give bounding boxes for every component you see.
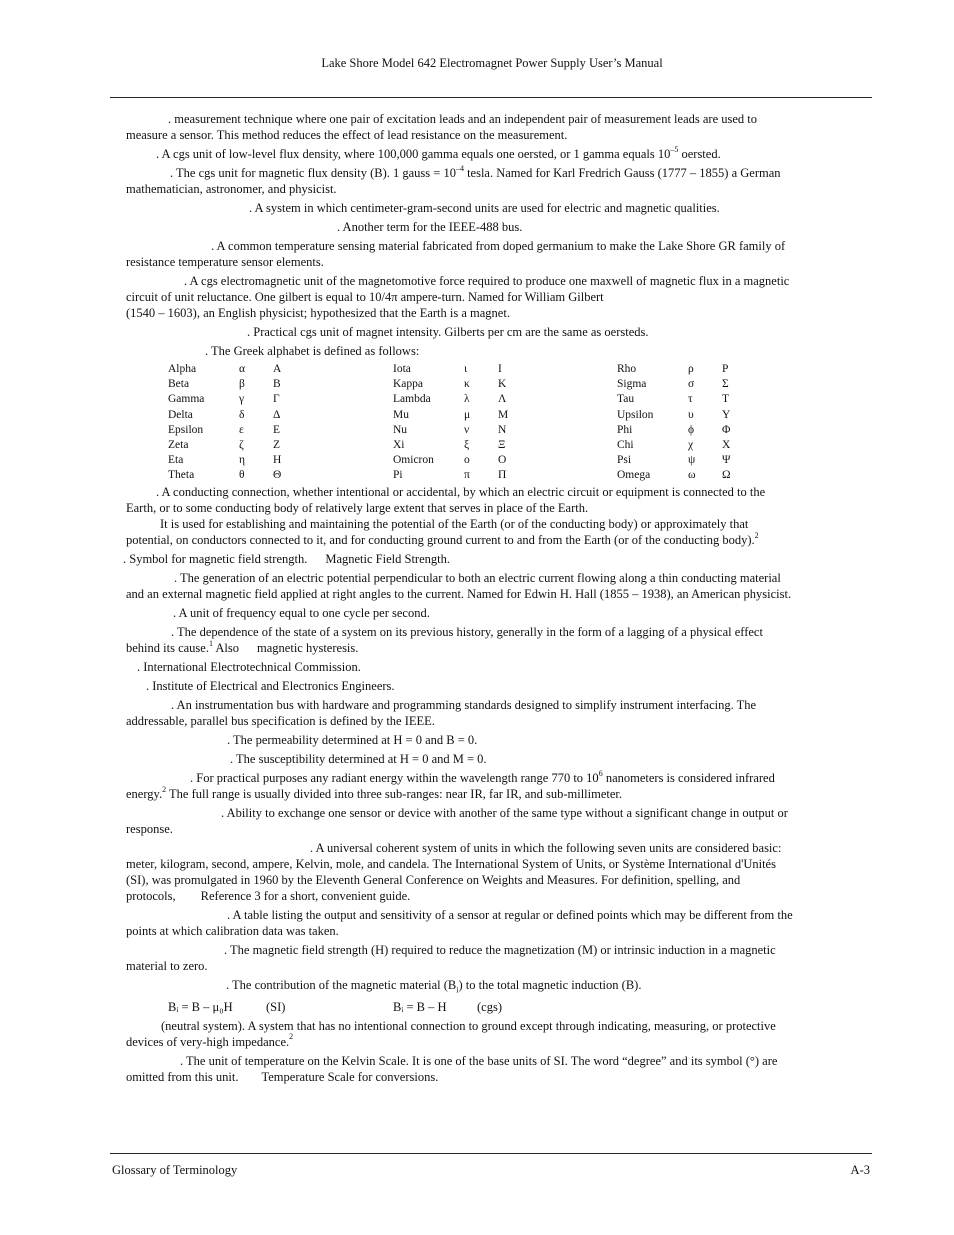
glossary-entry: . The dependence of the state of a system on its previous history, generally in the form of a lagging of a physical effect behind its cause.$^1$ Also magnetic hysteresis. — [126, 625, 763, 655]
greek-lowercase: π — [464, 469, 470, 482]
greek-letter-name: Kappa — [393, 378, 424, 391]
greek-lowercase: χ — [688, 438, 694, 451]
glossary-entry: . A cgs electromagnetic unit of the magnetomotive force required to produce one maxwell of magnetic flux in a magnetic circuit of unit reluctance. One gilbert is equal to 10/4π ampere-turn. Named for William Gilbert (1540 – 1603), an English physicist; hypothesized that the Earth is a magnet. — [126, 274, 790, 320]
greek-uppercase: Ψ — [722, 454, 731, 467]
greek-uppercase: Δ — [273, 408, 281, 421]
glossary-entry: . The susceptibility determined at H = 0 and M = 0. — [230, 752, 487, 766]
greek-uppercase: T — [722, 393, 730, 406]
glossary-entry: . The unit of temperature on the Kelvin Scale. It is one of the base units of SI. The word “degree” and its symbol (°) are omitted from this unit. Temperature Scale for conversions. — [126, 1053, 778, 1084]
glossary-entry: . Institute of Electrical and Electronics Engineers. — [146, 679, 395, 693]
greek-lowercase: σ — [688, 378, 695, 391]
glossary-entry: . International Electrotechnical Commission. — [137, 660, 361, 674]
glossary-entry: . A common temperature sensing material fabricated from doped germanium to make the Lake Shore GR family of resistance temperature sensor elements. — [126, 239, 786, 269]
greek-uppercase: Σ — [722, 378, 729, 391]
glossary-entry: . Practical cgs unit of magnet intensity. Gilberts per cm are the same as oersteds. — [247, 325, 649, 339]
glossary-entry: . The magnetic field strength (H) required to reduce the magnetization (M) or intrinsic induction in a magnetic material to zero. — [126, 943, 776, 973]
greek-uppercase: B — [273, 378, 281, 391]
greek-uppercase: N — [498, 423, 507, 436]
glossary-entry: . A unit of frequency equal to one cycle per second. — [173, 606, 430, 620]
footer-section-title: Glossary of Terminology — [112, 1163, 238, 1177]
greek-lowercase: θ — [239, 469, 245, 482]
greek-uppercase: M — [498, 408, 509, 421]
greek-letter-name: Nu — [393, 423, 408, 436]
glossary-entry: . Symbol for magnetic field strength. Magnetic Field Strength. — [123, 552, 450, 566]
greek-uppercase: Y — [722, 408, 731, 421]
greek-uppercase: K — [498, 378, 507, 391]
greek-lowercase: β — [239, 378, 245, 391]
greek-lowercase: ψ — [688, 454, 696, 467]
greek-lowercase: ν — [464, 423, 470, 436]
greek-uppercase: P — [722, 363, 729, 375]
glossary-entry: (neutral system). A system that has no intentional connection to ground except through indicating, measuring, or protective devices of very-high impedance.$^2$ — [126, 1018, 776, 1049]
greek-letter-name: Theta — [168, 469, 195, 482]
greek-letter-name: Phi — [617, 423, 633, 436]
greek-lowercase: α — [239, 363, 246, 375]
glossary-content — [123, 111, 871, 1088]
greek-lowercase: γ — [239, 393, 245, 406]
greek-letter-name: Sigma — [617, 378, 647, 391]
greek-letter-name: Alpha — [168, 363, 197, 375]
greek-letter-name: Gamma — [168, 393, 205, 406]
greek-letter-name: Lambda — [393, 393, 431, 406]
glossary-entry: . A cgs unit of low-level flux density, where 100,000 gamma equals one oersted, or 1 gamma equals $10^{-5}$ oersted. — [156, 144, 721, 161]
glossary-entry: . The permeability determined at H = 0 and B = 0. — [227, 733, 478, 747]
glossary-entry: . A table listing the output and sensitivity of a sensor at regular or defined points which may be different from the points at which calibration data was taken. — [126, 908, 793, 938]
glossary-entry: . The generation of an electric potential perpendicular to both an electric current flowing along a thin conducting material and an external magnetic field applied at right angles to the current. Named for Edwin H. Hall (1855 – 1938), an American physicist. — [126, 571, 792, 601]
formula-line — [126, 999, 871, 1016]
page-header: Lake Shore Model 642 Electromagnet Power Supply User’s Manual — [321, 56, 663, 70]
greek-alphabet-table — [126, 362, 871, 484]
greek-lowercase: ϕ — [688, 423, 695, 436]
greek-uppercase: X — [722, 438, 731, 451]
greek-lowercase: ζ — [239, 438, 244, 451]
greek-letter-name: Pi — [393, 469, 403, 482]
greek-letter-name: Chi — [617, 438, 634, 451]
glossary-entry: . A system in which centimeter-gram-second units are used for electric and magnetic qualities. — [249, 201, 720, 215]
glossary-entry: . measurement technique where one pair of excitation leads and an independent pair of measurement leads are used to measure a sensor. This method reduces the effect of lead resistance on the measurement. — [126, 112, 758, 142]
greek-uppercase: A — [273, 363, 282, 375]
glossary-entry: . Ability to exchange one sensor or device with another of the same type without a significant change in output or response. — [126, 806, 788, 836]
greek-lowercase: ε — [239, 423, 244, 436]
greek-uppercase: E — [273, 423, 281, 436]
greek-letter-name: Mu — [393, 408, 409, 421]
greek-uppercase: H — [273, 454, 282, 467]
greek-lowercase: μ — [464, 408, 471, 421]
greek-uppercase: Ω — [722, 469, 731, 482]
glossary-entry: . The contribution of the magnetic material $(B_i)$ to the total magnetic induction (B). — [226, 978, 642, 995]
greek-letter-name: Beta — [168, 378, 190, 391]
greek-lowercase: υ — [688, 408, 694, 421]
glossary-entry: . Another term for the IEEE-488 bus. — [337, 220, 523, 234]
glossary-entry: . An instrumentation bus with hardware and programming standards designed to simplify instrument interfacing. The addressable, parallel bus specification is defined by the IEEE. — [126, 698, 757, 728]
formula-si-label: (SI) — [266, 999, 286, 1014]
greek-uppercase: Γ — [273, 393, 280, 406]
greek-lowercase: τ — [688, 393, 693, 406]
formula-si: Bᵢ = B – μ₀H — [168, 999, 233, 1014]
greek-lowercase: κ — [464, 378, 470, 391]
header-divider — [110, 97, 872, 98]
formula-cgs: Bᵢ = B – H — [393, 999, 447, 1014]
glossary-entry: . The Greek alphabet is defined as follows: — [205, 344, 420, 358]
greek-letter-name: Omicron — [393, 454, 434, 467]
formula-cgs-label: (cgs) — [477, 999, 502, 1014]
glossary-entry: . For practical purposes any radiant energy within the wavelength range 770 to $10^6$ nanometers is considered infrared energy.$^2$ The full range is usually divided into three sub-ranges: near IR, far IR, and sub-millimeter. — [126, 768, 775, 801]
footer-divider — [110, 1153, 872, 1154]
greek-uppercase: O — [498, 454, 507, 467]
greek-letter-name: Delta — [168, 408, 193, 421]
greek-uppercase: Φ — [722, 423, 731, 436]
greek-uppercase: Λ — [498, 393, 507, 406]
greek-lowercase: η — [239, 454, 246, 467]
greek-lowercase: ξ — [464, 438, 470, 451]
greek-letter-name: Iota — [393, 363, 411, 375]
footer-page-number: A-3 — [850, 1163, 870, 1177]
greek-uppercase: Ξ — [498, 438, 506, 451]
greek-letter-name: Upsilon — [617, 408, 654, 421]
greek-letter-name: Xi — [393, 438, 405, 451]
greek-uppercase: Θ — [273, 469, 282, 482]
greek-uppercase: Z — [273, 438, 281, 451]
greek-letter-name: Tau — [617, 393, 635, 406]
greek-lowercase: ω — [688, 469, 696, 482]
glossary-entry: . A conducting connection, whether intentional or accidental, by which an electric circuit or equipment is connected to the Earth, or to some conducting body of relatively large extent that serves in place of the Earth. It is used for establishing and maintaining the potential of the Earth (or of the conducting body) or approximately that potential, on conductors connected to it, and for conducting ground current to and from the Earth (or of the conducting body).$^2$ — [126, 485, 766, 547]
greek-lowercase: δ — [239, 408, 245, 421]
greek-uppercase: Π — [498, 469, 507, 482]
greek-uppercase: I — [498, 363, 502, 375]
greek-letter-name: Psi — [617, 454, 632, 467]
greek-lowercase: λ — [464, 393, 470, 406]
greek-letter-name: Epsilon — [168, 423, 204, 436]
greek-letter-name: Omega — [617, 469, 651, 482]
greek-letter-name: Eta — [168, 454, 184, 467]
greek-letter-name: Zeta — [168, 438, 189, 451]
greek-lowercase: ι — [464, 363, 468, 375]
greek-lowercase: ο — [464, 454, 470, 467]
greek-lowercase: ρ — [688, 363, 694, 375]
glossary-entry: . A universal coherent system of units in which the following seven units are considered basic: meter, kilogram, second, ampere, Kelvin, mole, and candela. The International System of Units, or Système International d'Unités (SI), was promulgated in 1960 by the Eleventh General Conference on Weights and Measures. For definition, spelling, and protocols, Reference 3 for a short, convenient guide. — [126, 841, 782, 903]
glossary-entry: . The cgs unit for magnetic flux density (B). 1 gauss = $10^{-4}$ tesla. Named for Karl Fredrich Gauss (1777 – 1855) a German mathematician, astronomer, and physicist. — [126, 163, 781, 196]
greek-letter-name: Rho — [617, 363, 637, 375]
